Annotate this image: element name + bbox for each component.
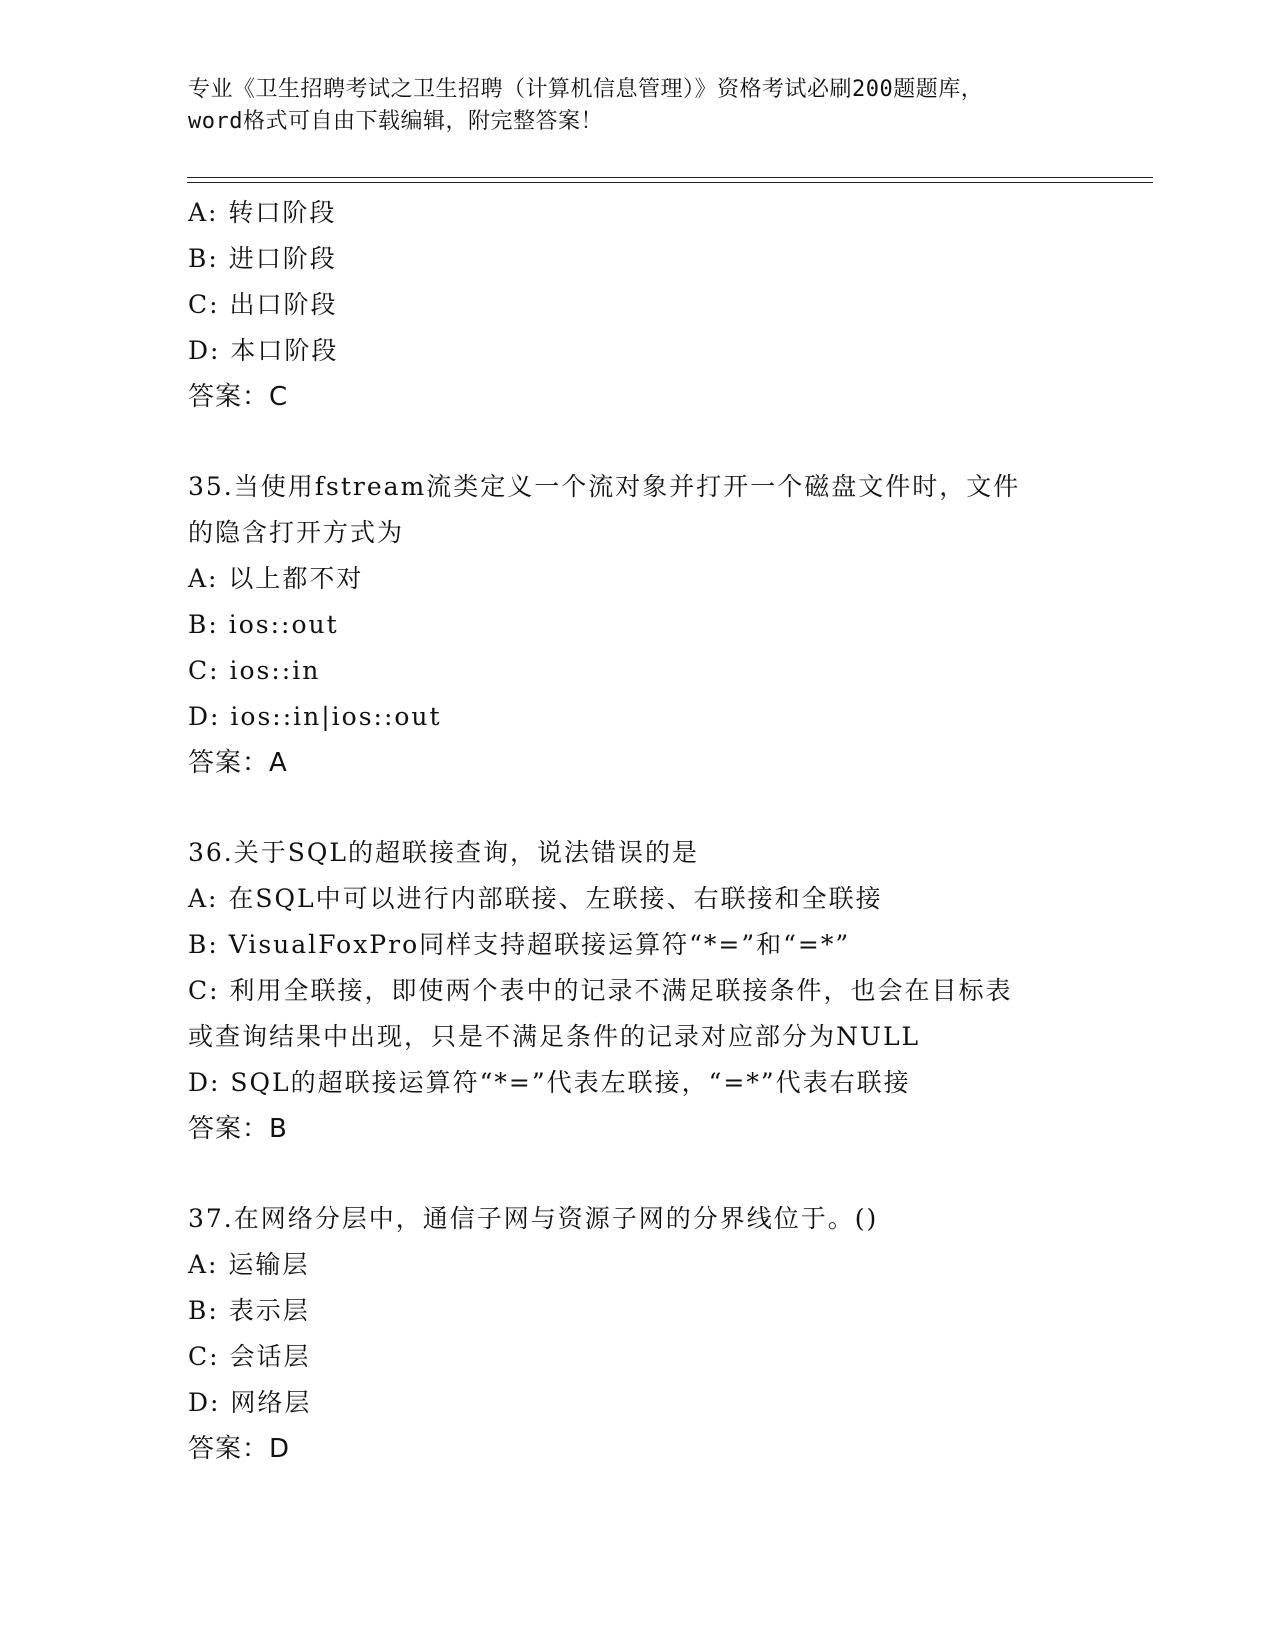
question-35 xyxy=(188,464,1088,786)
answer: 答案：A xyxy=(188,748,288,778)
option-c: C: 利用全联接，即使两个表中的记录不满足联接条件，也会在目标表 xyxy=(188,976,1013,1005)
option-a: A: 转口阶段 xyxy=(188,198,337,227)
option-c: C: ios::in xyxy=(188,656,321,685)
question-stem: 37.在网络分层中，通信子网与资源子网的分界线位于。() xyxy=(188,1204,879,1233)
header-line-2: word格式可自由下载编辑，附完整答案！ xyxy=(188,109,603,134)
option-a: A: 运输层 xyxy=(188,1250,310,1279)
option-b: B: 进口阶段 xyxy=(188,244,337,273)
option-d: D: ios::in|ios::out xyxy=(188,702,442,731)
answer: 答案：C xyxy=(188,382,289,412)
document-header xyxy=(188,74,1088,138)
option-b: B: VisualFoxPro同样支持超联接运算符“*=”和“=*” xyxy=(188,930,851,959)
spacer xyxy=(188,786,1088,830)
option-a: A: 以上都不对 xyxy=(188,564,364,593)
question-34-continued xyxy=(188,190,1088,420)
option-b: B: ios::out xyxy=(188,610,339,639)
option-c: C: 会话层 xyxy=(188,1342,311,1371)
question-stem-continued: 的隐含打开方式为 xyxy=(188,518,405,547)
question-36 xyxy=(188,830,1088,1152)
answer: 答案：D xyxy=(188,1434,291,1464)
question-37 xyxy=(188,1196,1088,1472)
option-a: A: 在SQL中可以进行内部联接、左联接、右联接和全联接 xyxy=(188,884,883,913)
spacer xyxy=(188,1152,1088,1196)
question-stem: 35.当使用fstream流类定义一个流对象并打开一个磁盘文件时，文件 xyxy=(188,472,1021,501)
answer: 答案：B xyxy=(188,1114,288,1144)
option-c-continued: 或查询结果中出现，只是不满足条件的记录对应部分为NULL xyxy=(188,1022,921,1051)
header-line-1: 专业《卫生招聘考试之卫生招聘（计算机信息管理）》资格考试必刷200题题库， xyxy=(188,77,984,102)
spacer xyxy=(188,420,1088,464)
option-d: D: SQL的超联接运算符“*=”代表左联接，“=*”代表右联接 xyxy=(188,1068,911,1097)
option-c: C: 出口阶段 xyxy=(188,290,338,319)
question-stem: 36.关于SQL的超联接查询，说法错误的是 xyxy=(188,838,699,867)
question-list xyxy=(188,190,1088,1472)
header-divider-top xyxy=(187,177,1153,178)
header-divider-bottom xyxy=(187,182,1153,183)
option-b: B: 表示层 xyxy=(188,1296,310,1325)
option-d: D: 本口阶段 xyxy=(188,336,339,365)
option-d: D: 网络层 xyxy=(188,1388,312,1417)
